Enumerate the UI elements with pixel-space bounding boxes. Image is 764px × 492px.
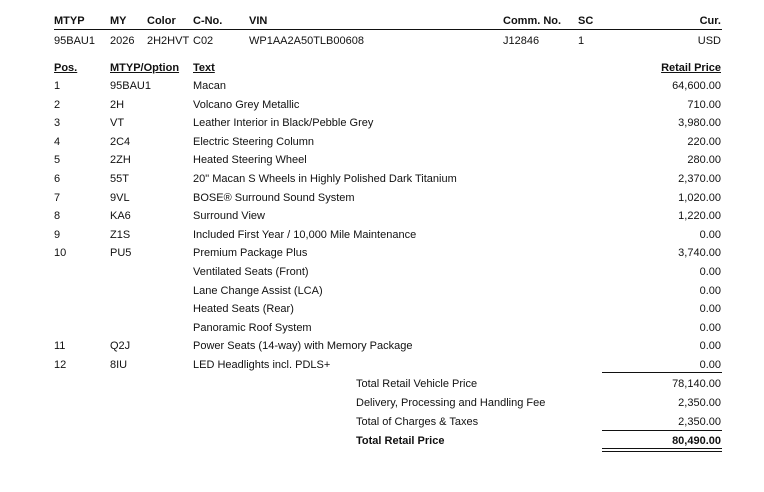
row-pos: 1 [54, 80, 61, 92]
row-text: Leather Interior in Black/Pebble Grey [193, 117, 374, 129]
header-label-vin: VIN [249, 15, 268, 27]
row-text: BOSE® Surround Sound System [193, 192, 355, 204]
header-label-color: Color [147, 15, 176, 27]
row-text: Heated Seats (Rear) [193, 303, 294, 315]
row-option-code: 8IU [110, 359, 128, 371]
row-option-code: 2ZH [110, 154, 131, 166]
row-text: Surround View [193, 210, 265, 222]
row-text: Power Seats (14-way) with Memory Package [193, 340, 413, 352]
row-option-code: KA6 [110, 210, 131, 222]
header-divider [54, 29, 722, 30]
row-text: Volcano Grey Metallic [193, 99, 300, 111]
header-value-comm-no: J12846 [503, 35, 540, 47]
row-text: 20" Macan S Wheels in Highly Polished Dark Titanium [193, 173, 457, 185]
row-text: LED Headlights incl. PDLS+ [193, 359, 331, 371]
row-option-code: 9VL [110, 192, 130, 204]
row-pos: 11 [54, 340, 66, 352]
header-label-cur: Cur. [699, 15, 721, 27]
row-price: 2,370.00 [678, 173, 721, 185]
row-text: Macan [193, 80, 227, 92]
total-charges-taxes-label: Total of Charges & Taxes [356, 416, 479, 428]
total-retail-price-label: Total Retail Price [356, 435, 445, 447]
row-price: 710.00 [687, 99, 721, 111]
total-charges-taxes-value: 2,350.00 [678, 416, 721, 428]
row-text: Heated Steering Wheel [193, 154, 307, 166]
row-price: 0.00 [699, 359, 721, 371]
header-value-color: 2H2HVT [147, 35, 190, 47]
row-pos: 5 [54, 154, 61, 166]
row-price: 0.00 [699, 266, 721, 278]
row-price: 0.00 [699, 229, 721, 241]
row-option-code: 55T [110, 173, 129, 185]
row-option-code: Z1S [110, 229, 131, 241]
row-pos: 8 [54, 210, 61, 222]
row-option-code: 95BAU1 [110, 80, 151, 92]
row-price: 1,020.00 [678, 192, 721, 204]
header-label-c-no: C-No. [193, 15, 223, 27]
row-text: Included First Year / 10,000 Mile Maintenance [193, 229, 417, 241]
total-retail-price-value: 80,490.00 [672, 435, 721, 447]
row-pos: 4 [54, 136, 61, 148]
delivery-fee-label: Delivery, Processing and Handling Fee [356, 397, 546, 409]
row-pos: 10 [54, 247, 67, 259]
row-pos: 9 [54, 229, 61, 241]
row-price: 0.00 [699, 340, 721, 352]
row-option-code: VT [110, 117, 125, 129]
column-header-retail-price: Retail Price [661, 62, 721, 74]
total-retail-vehicle-price-value: 78,140.00 [672, 378, 721, 390]
header-value-cur: USD [697, 35, 721, 47]
header-label-sc: SC [578, 15, 594, 27]
row-text: Ventilated Seats (Front) [193, 266, 309, 278]
row-price: 280.00 [687, 154, 721, 166]
row-pos: 6 [54, 173, 61, 185]
header-value-mtyp: 95BAU1 [54, 35, 95, 47]
row-text: Panoramic Roof System [193, 322, 312, 334]
column-header-pos: Pos. [54, 62, 78, 74]
row-price: 220.00 [687, 136, 721, 148]
row-price: 3,740.00 [678, 247, 721, 259]
header-label-comm-no: Comm. No. [503, 15, 562, 27]
charges-rule [602, 430, 722, 431]
grand-total-double-rule [602, 448, 722, 452]
column-header-mtyp-option: MTYP/Option [110, 62, 180, 74]
row-option-code: Q2J [110, 340, 131, 352]
header-value-sc: 1 [578, 35, 585, 47]
row-option-code: PU5 [110, 247, 132, 259]
column-header-text: Text [193, 62, 215, 74]
row-price: 0.00 [699, 322, 721, 334]
header-label-my: MY [110, 15, 127, 27]
row-option-code: 2C4 [110, 136, 131, 148]
row-price: 3,980.00 [678, 117, 721, 129]
header-value-my: 2026 [110, 35, 135, 47]
row-price: 0.00 [699, 285, 721, 297]
row-pos: 7 [54, 192, 61, 204]
header-value-vin: WP1AA2A50TLB00608 [249, 35, 364, 47]
row-option-code: 2H [110, 99, 125, 111]
row-pos: 3 [54, 117, 61, 129]
row-text: Premium Package Plus [193, 247, 308, 259]
row-price: 64,600.00 [672, 80, 721, 92]
row-pos: 2 [54, 99, 61, 111]
row-pos: 12 [54, 359, 67, 371]
header-value-c-no: C02 [193, 35, 214, 47]
row-text: Electric Steering Column [193, 136, 315, 148]
row-text: Lane Change Assist (LCA) [193, 285, 323, 297]
row-price: 1,220.00 [678, 210, 721, 222]
delivery-fee-value: 2,350.00 [678, 397, 721, 409]
row-price: 0.00 [699, 303, 721, 315]
subtotal-rule [602, 372, 722, 373]
total-retail-vehicle-price-label: Total Retail Vehicle Price [356, 378, 478, 390]
header-label-mtyp: MTYP [54, 15, 85, 27]
